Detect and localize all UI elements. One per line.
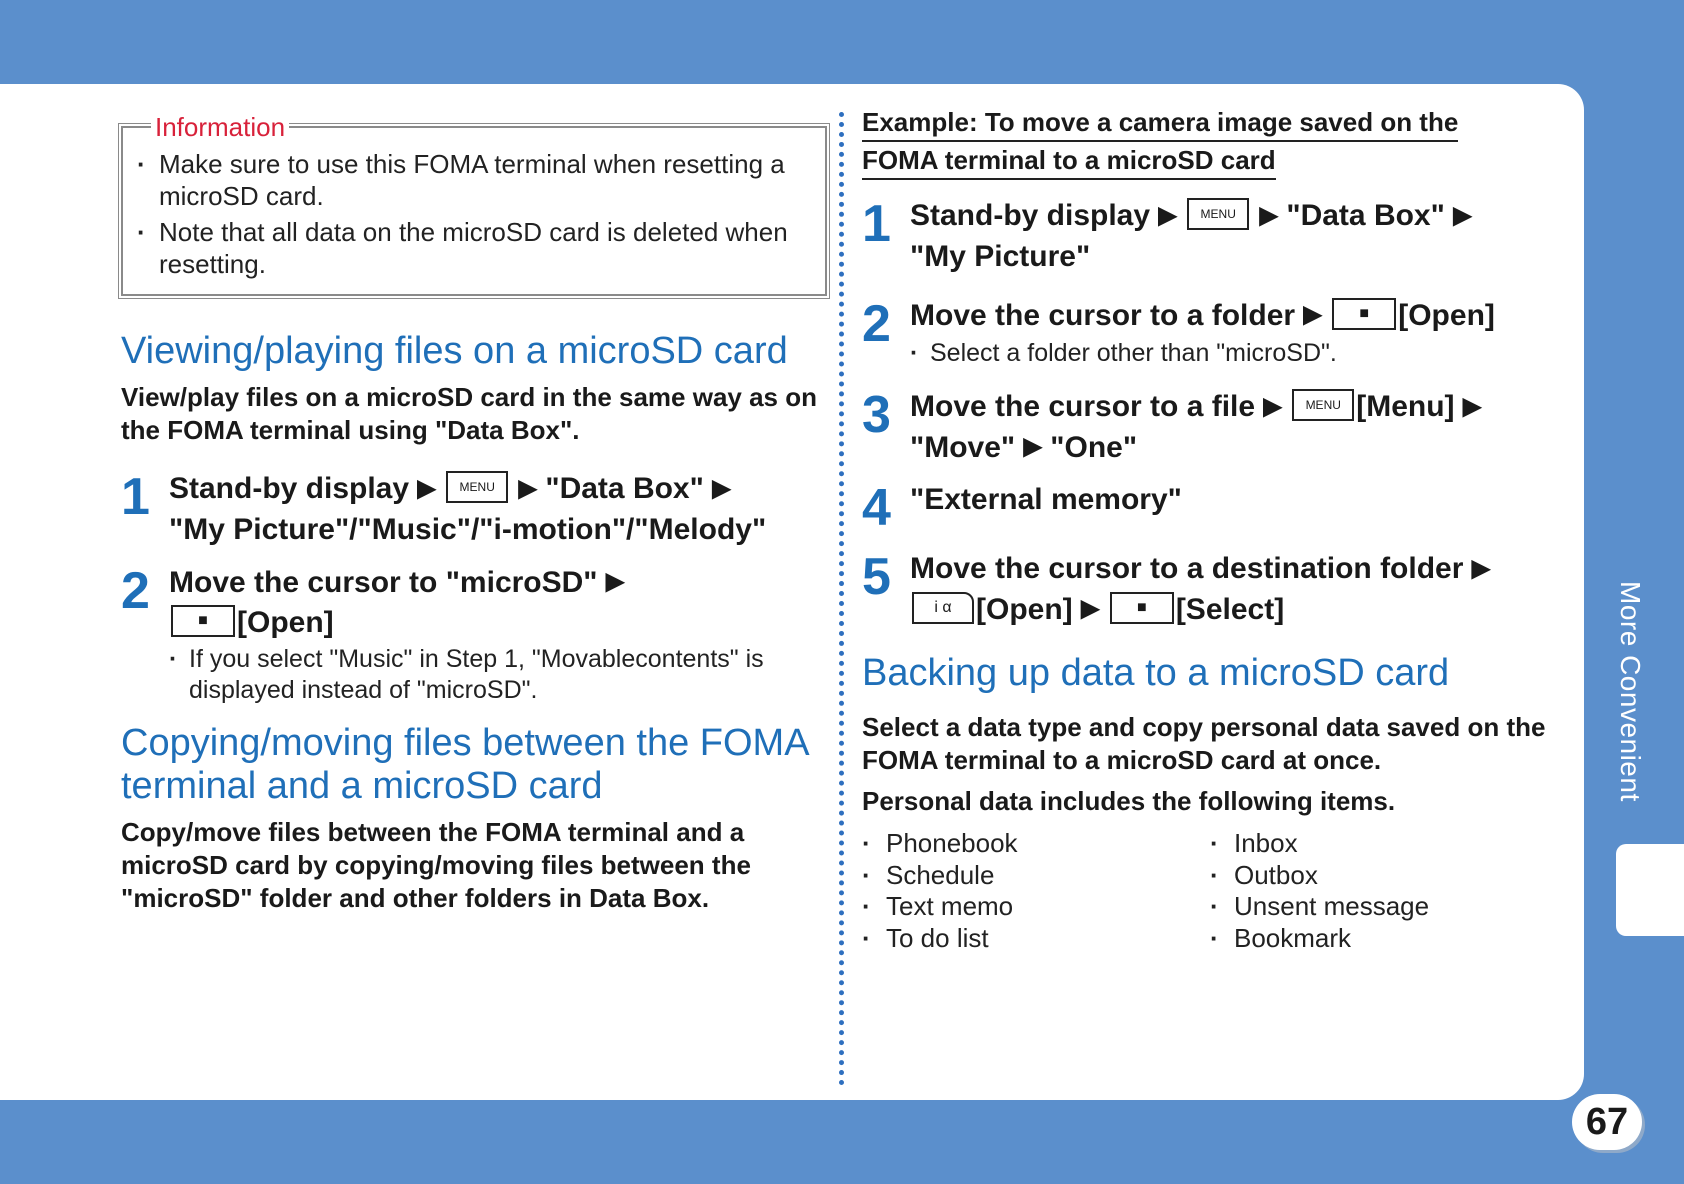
step-number: 1 (862, 195, 891, 253)
backup-lead: Select a data type and copy personal data saved on the FOMA terminal to a microSD card at once. (862, 712, 1546, 776)
arrow-icon: ▶ (417, 474, 436, 502)
arrow-icon: ▶ (1023, 433, 1042, 461)
example-title-line: Example: To move a camera image saved on the (862, 104, 1458, 142)
copying-heading: Copying/moving files between the FOMA terminal and a microSD card (121, 722, 808, 808)
arrow-icon: ▶ (1453, 201, 1472, 229)
viewing-step-2 (121, 563, 827, 707)
example-title-line: FOMA terminal to a microSD card (862, 142, 1276, 180)
left-column (121, 104, 827, 915)
personal-data-list (862, 828, 1562, 954)
step-part: Stand-by display (910, 199, 1151, 232)
step-part: Move the cursor to a destination folder (910, 552, 1464, 586)
step-number: 3 (862, 386, 891, 445)
chapter-label: More Convenient (1615, 581, 1646, 802)
chapter-tab (1616, 844, 1684, 936)
menu-key-icon: MENU (1187, 198, 1249, 230)
center-key-icon: ■ (171, 605, 235, 637)
arrow-icon: ▶ (1263, 392, 1282, 420)
center-key-icon: ■ (1110, 592, 1174, 624)
list-item: · Outbox (1210, 860, 1540, 892)
example-step-3 (862, 387, 1562, 468)
column-divider (839, 112, 844, 1086)
example-title (862, 104, 1562, 180)
step-note: · Select a folder other than "microSD". (910, 338, 1562, 369)
viewing-lead: View/play files on a microSD card in the same way as on the FOMA terminal using "Data Box". (121, 382, 818, 445)
step-text (910, 549, 1562, 630)
page-number: 67 (1572, 1094, 1642, 1150)
step-part: Move the cursor to "microSD" (169, 565, 598, 599)
step-text (910, 387, 1562, 468)
viewing-heading: Viewing/playing files on a microSD card (121, 330, 788, 372)
menu-key-icon: MENU (1292, 389, 1354, 421)
information-item: · Make sure to use this FOMA terminal when resetting a microSD card. (137, 148, 811, 212)
arrow-icon: ▶ (1259, 201, 1279, 229)
step-number: 2 (862, 294, 891, 353)
step-part: "Data Box" (545, 472, 704, 505)
information-item: · Note that all data on the microSD card is deleted when resetting. (137, 216, 811, 280)
list-item: · Phonebook (862, 828, 1210, 860)
step-number: 4 (862, 479, 891, 538)
step-part: "My Picture"/"Music"/"i-motion"/"Melody" (169, 512, 767, 546)
step-note: · If you select "Music" in Step 1, "Movablecontents" is displayed instead of "microSD". (169, 644, 827, 706)
step-text (910, 480, 1562, 519)
arrow-icon: ▶ (712, 474, 731, 502)
arrow-icon: ▶ (1081, 595, 1100, 623)
step-part: [Menu] (1356, 390, 1455, 424)
step-part: [Open] (976, 592, 1073, 626)
backup-lead-2: Personal data includes the following items. (862, 786, 1396, 817)
information-title: Information (151, 112, 289, 142)
example-step-2 (862, 296, 1562, 370)
example-step-4 (862, 479, 1562, 538)
information-box (121, 112, 827, 296)
arrow-icon: ▶ (1158, 201, 1177, 229)
menu-key-icon: MENU (446, 471, 508, 503)
step-part: Move the cursor to a folder (910, 298, 1296, 332)
step-part: "Data Box" (1286, 199, 1445, 232)
list-item: · Text memo (862, 891, 1210, 923)
backup-heading: Backing up data to a microSD card (862, 652, 1450, 695)
step-part: "My Picture" (910, 239, 1091, 273)
step-part: [Select] (1175, 592, 1285, 626)
step-number: 5 (862, 548, 891, 607)
step-text (910, 296, 1562, 337)
list-item: · To do list (862, 923, 1210, 955)
copying-lead: Copy/move files between the FOMA terminal and a microSD card by copying/moving files between the "microSD" folder and other folders in Data Box. (121, 817, 751, 914)
viewing-step-1 (121, 469, 827, 549)
list-item: · Bookmark (1210, 923, 1540, 955)
list-item: · Schedule (862, 860, 1210, 892)
list-item: · Inbox (1210, 828, 1540, 860)
step-part: "One" (1050, 430, 1138, 464)
step-text (169, 469, 827, 549)
example-step-1 (862, 196, 1562, 276)
step-part: "Move" (910, 430, 1016, 464)
arrow-icon: ▶ (1462, 392, 1482, 420)
arrow-icon: ▶ (1471, 554, 1491, 582)
arrow-icon: ▶ (1303, 301, 1322, 329)
right-column (862, 104, 1562, 954)
step-text (910, 196, 1562, 276)
arrow-icon: ▶ (605, 568, 625, 596)
example-step-5 (862, 549, 1562, 630)
i-mode-key-icon: i α (912, 592, 974, 624)
step-number: 2 (121, 561, 150, 620)
step-part: "External memory" (910, 483, 1182, 517)
step-text (169, 563, 827, 643)
step-part: [Open] (237, 606, 334, 640)
step-part: Move the cursor to a file (910, 390, 1256, 424)
information-list (137, 148, 811, 280)
step-number: 1 (121, 468, 150, 526)
arrow-icon: ▶ (518, 474, 538, 502)
list-item: · Unsent message (1210, 891, 1540, 923)
step-part: Stand-by display (169, 472, 410, 505)
center-key-icon: ■ (1332, 298, 1396, 330)
step-part: [Open] (1398, 298, 1495, 332)
